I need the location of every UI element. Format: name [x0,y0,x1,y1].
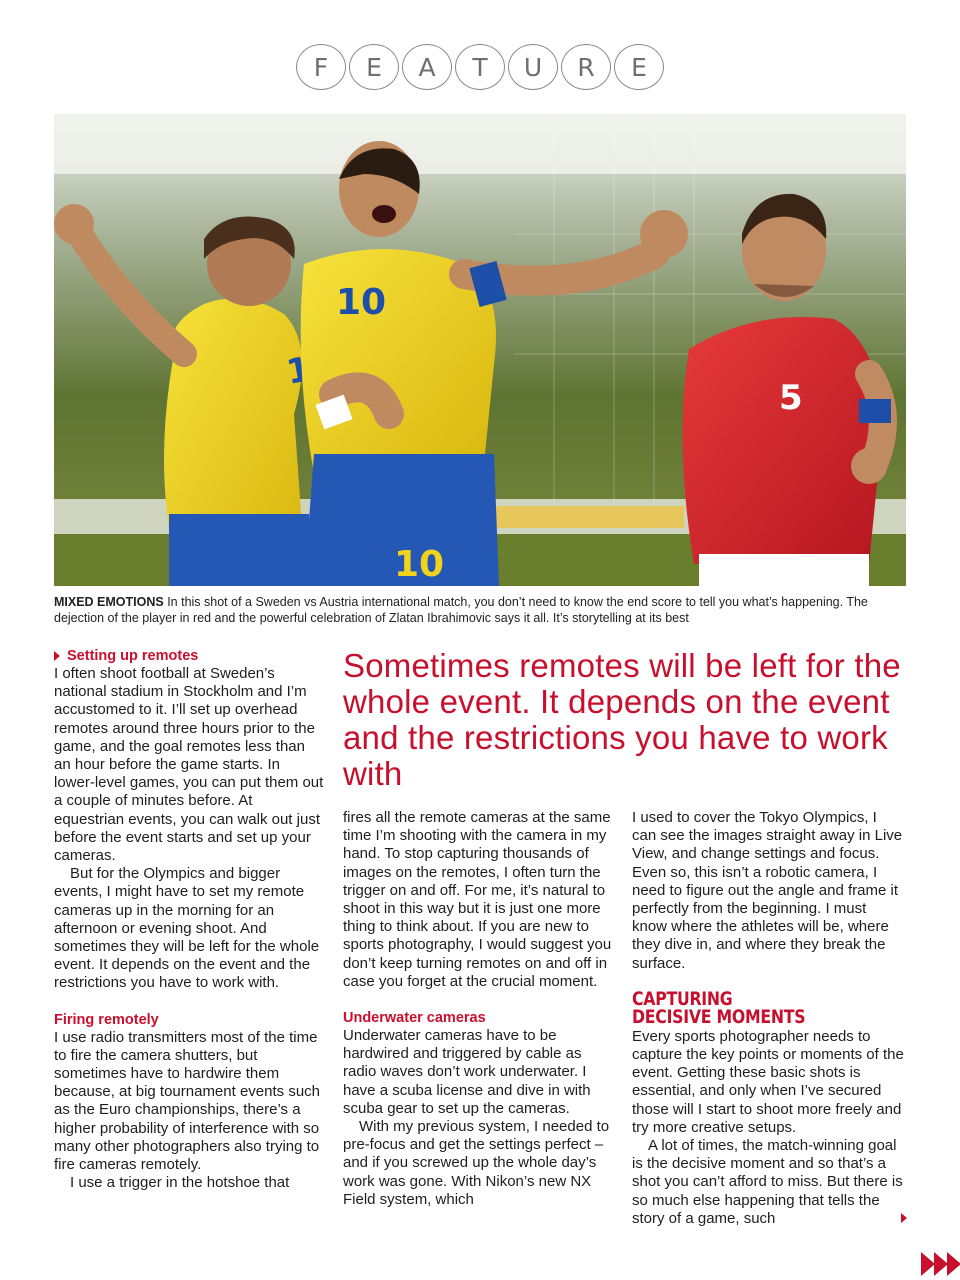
continue-arrow-icon [901,1213,907,1223]
subheading-text: Firing remotely [54,1011,159,1028]
section-heading-line: DECISIVE MOMENTS [632,1006,806,1028]
arrow-icon [934,1252,948,1276]
body-paragraph: Every sports photographer needs to capture the key points or moments of the event. Getting these basic shots is essential, and only when I’ve secured those will I start to shoot more freely and try more creative setups. [632,1027,904,1136]
header-letter: T [455,44,505,90]
header-letter: F [296,44,346,90]
arrow-icon [947,1252,960,1276]
body-paragraph: But for the Olympics and bigger events, I might have to set my remote cameras up in the morning for an afternoon or evening shoot. And sometimes they will be left for the whole event. It depends on the event and the restrictions you have to work with. [54,865,320,992]
subheading-setting-up-remotes [54,647,324,665]
arrow-icon [921,1252,935,1276]
body-paragraph: I used to cover the Tokyo Olympics, I can see the images straight away in Live View, and change settings and focus. Even so, this isn’t a robotic camera, I need to figure out the angle and frame it perfectly from the beginning. I must know where the athletes will be, where they dive in, and where they break the surface. [632,809,903,972]
section-heading-line: CAPTURING [632,988,733,1010]
body-paragraph: A lot of times, the match-winning goal is the decisive moment and so that’s a shot you can’t afford to miss. But there is so much else happening that tells the story of a game, such [632,1137,903,1227]
header-letter: R [561,44,611,90]
body-paragraph: I use a trigger in the hotshoe that [70,1174,290,1192]
header-letter: E [349,44,399,90]
caption-label: MIXED EMOTIONS [54,595,164,609]
column-1 [54,647,324,1192]
subheading-underwater-cameras [343,1009,615,1027]
body-paragraph: Underwater cameras have to be hardwired and triggered by cable as radio waves don’t work underwater. I have a scuba license and dive in with scuba gear to set up the cameras. [343,1027,591,1117]
column-3 [632,809,904,1228]
subheading-text: Setting up remotes [67,648,199,664]
subheading-text: Underwater cameras [343,1010,486,1027]
bullet-arrow-icon [54,651,60,661]
body-paragraph: I often shoot football at Sweden’s national stadium in Stockholm and I’m accustomed to it. I’ll set up overhead remotes around three hours prior to the game, and the goal remotes less than an hour before the game starts. In lower-level games, you can put them out a couple of minutes before. At equestrian events, you can walk out just before the event starts and set up your cameras. [54,665,324,865]
body-paragraph: I use radio transmitters most of the time to fire the camera shutters, but sometimes have to hardwire them because, at big tournament events such as the Euro championships, there’s a higher probability of interference with so many other photographers also trying to fire cameras remotely. [54,1028,321,1174]
pull-quote: Sometimes remotes will be left for the whole event. It depends on the event and the restrictions you have to work with [343,647,901,792]
caption-text: In this shot of a Sweden vs Austria international match, you don’t need to know the end score to tell you what’s happening. The dejection of the player in red and the powerful celebration of Zlatan Ibrahimovic says it all. It’s storytelling at its best [54,595,868,625]
shorts-number-10: 10 [394,544,445,585]
body-paragraph: fires all the remote cameras at the same time I’m shooting with the camera in my hand. To stop capturing thousands of images on the remotes, I often turn the trigger on and off. For me, it’s natural to shoot in this way but it is just one more thing to think about. If you are new to sports photography, I would suggest you don’t keep turning remotes on and off in case you forget at the crucial moment. [343,809,612,990]
next-page-arrows-icon[interactable] [921,1252,960,1276]
section-heading [632,988,904,1028]
header-letter: E [614,44,664,90]
subheading-firing-remotely [54,1011,324,1029]
hero-photo-illustration [54,114,906,586]
column-2 [343,809,615,1209]
hero-photo [54,114,906,586]
shirt-number-5: 5 [779,378,803,418]
feature-header [0,44,960,90]
photo-caption [54,595,906,626]
header-letter: A [402,44,452,90]
shirt-number-10: 10 [336,282,387,323]
header-letter: U [508,44,558,90]
body-paragraph: With my previous system, I needed to pre-focus and get the settings perfect – and if you screwed up the whole day’s work was gone. With Nikon’s new NX Field system, which [343,1118,610,1208]
